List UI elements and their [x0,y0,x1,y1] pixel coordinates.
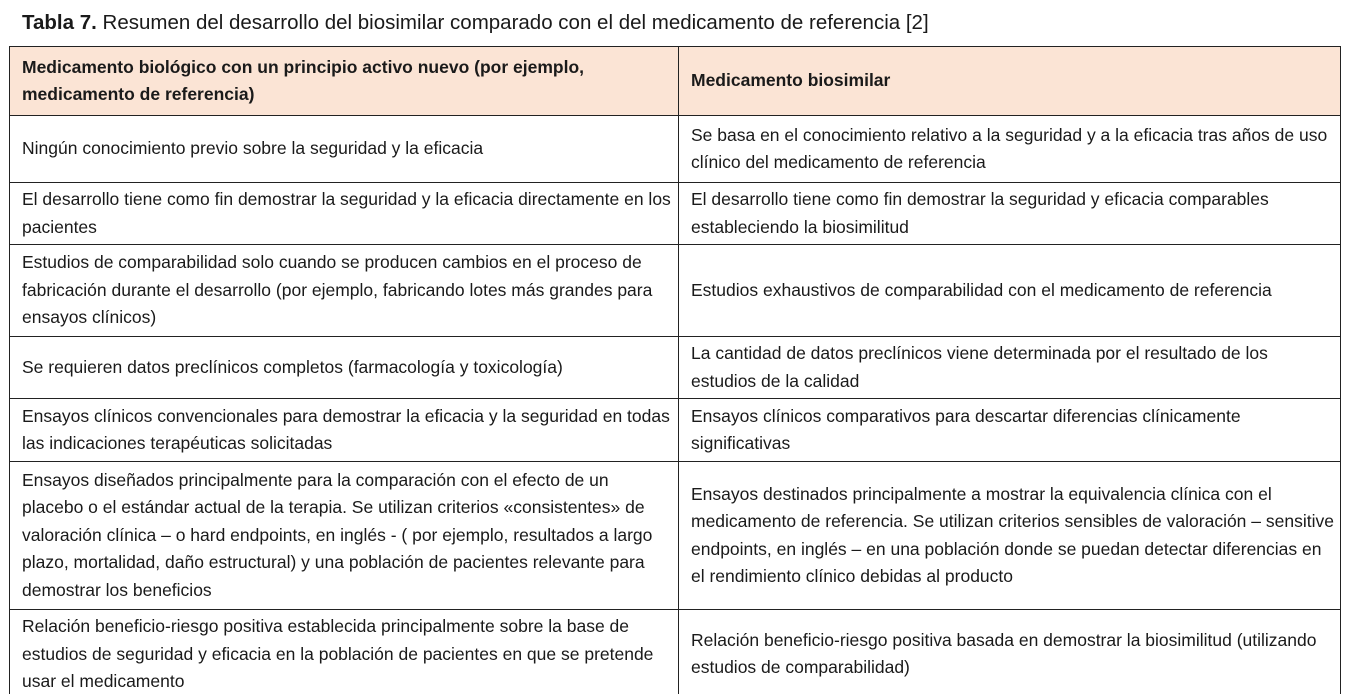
table-row [10,183,1341,245]
header-reference: Medicamento biológico con un principio activo nuevo (por ejemplo, medicamento de referencia) [10,47,679,116]
table-row [10,116,1341,183]
table-row [10,610,1341,694]
cell-reference: Ningún conocimiento previo sobre la seguridad y la eficacia [10,116,679,183]
cell-reference: Ensayos diseñados principalmente para la comparación con el efecto de un placebo o el estándar actual de la terapia. Se utilizan criterios «consistentes» de valoración clínica – o hard endpoints, en inglés - ( por ejemplo, resultados a largo plazo, mortalidad, daño estructural) y una población de pacientes relevante para demostrar los beneficios [10,462,679,610]
comparison-table [9,46,1341,694]
cell-biosimilar: Se basa en el conocimiento relativo a la seguridad y a la eficacia tras años de uso clínico del medicamento de referencia [679,116,1341,183]
cell-reference: Relación beneficio-riesgo positiva establecida principalmente sobre la base de estudios de seguridad y eficacia en la población de pacientes en que se pretende usar el medicamento [10,610,679,694]
cell-reference: Se requieren datos preclínicos completos (farmacología y toxicología) [10,337,679,399]
cell-biosimilar: Ensayos clínicos comparativos para descartar diferencias clínicamente significativas [679,399,1341,462]
cell-biosimilar: Relación beneficio-riesgo positiva basada en demostrar la biosimilitud (utilizando estudios de comparabilidad) [679,610,1341,694]
table-row [10,245,1341,337]
caption-text: Resumen del desarrollo del biosimilar comparado con el del medicamento de referencia [2] [96,11,929,34]
table-row [10,399,1341,462]
cell-reference: El desarrollo tiene como fin demostrar la seguridad y la eficacia directamente en los pacientes [10,183,679,245]
cell-biosimilar: Estudios exhaustivos de comparabilidad con el medicamento de referencia [679,245,1341,337]
caption-label: Tabla 7. [22,11,97,34]
table-row [10,337,1341,399]
table-caption [22,9,929,37]
cell-reference: Ensayos clínicos convencionales para demostrar la eficacia y la seguridad en todas las indicaciones terapéuticas solicitadas [10,399,679,462]
cell-reference: Estudios de comparabilidad solo cuando se producen cambios en el proceso de fabricación durante el desarrollo (por ejemplo, fabricando lotes más grandes para ensayos clínicos) [10,245,679,337]
cell-biosimilar: La cantidad de datos preclínicos viene determinada por el resultado de los estudios de la calidad [679,337,1341,399]
cell-biosimilar: Ensayos destinados principalmente a mostrar la equivalencia clínica con el medicamento de referencia. Se utilizan criterios sensibles de valoración – sensitive endpoints, en inglés – en una población donde se puedan detectar diferencias en el rendimiento clínico debidas al producto [679,462,1341,610]
header-biosimilar: Medicamento biosimilar [679,47,1341,116]
header-row [10,47,1341,116]
cell-biosimilar: El desarrollo tiene como fin demostrar la seguridad y eficacia comparables estableciendo la biosimilitud [679,183,1341,245]
table-row [10,462,1341,610]
